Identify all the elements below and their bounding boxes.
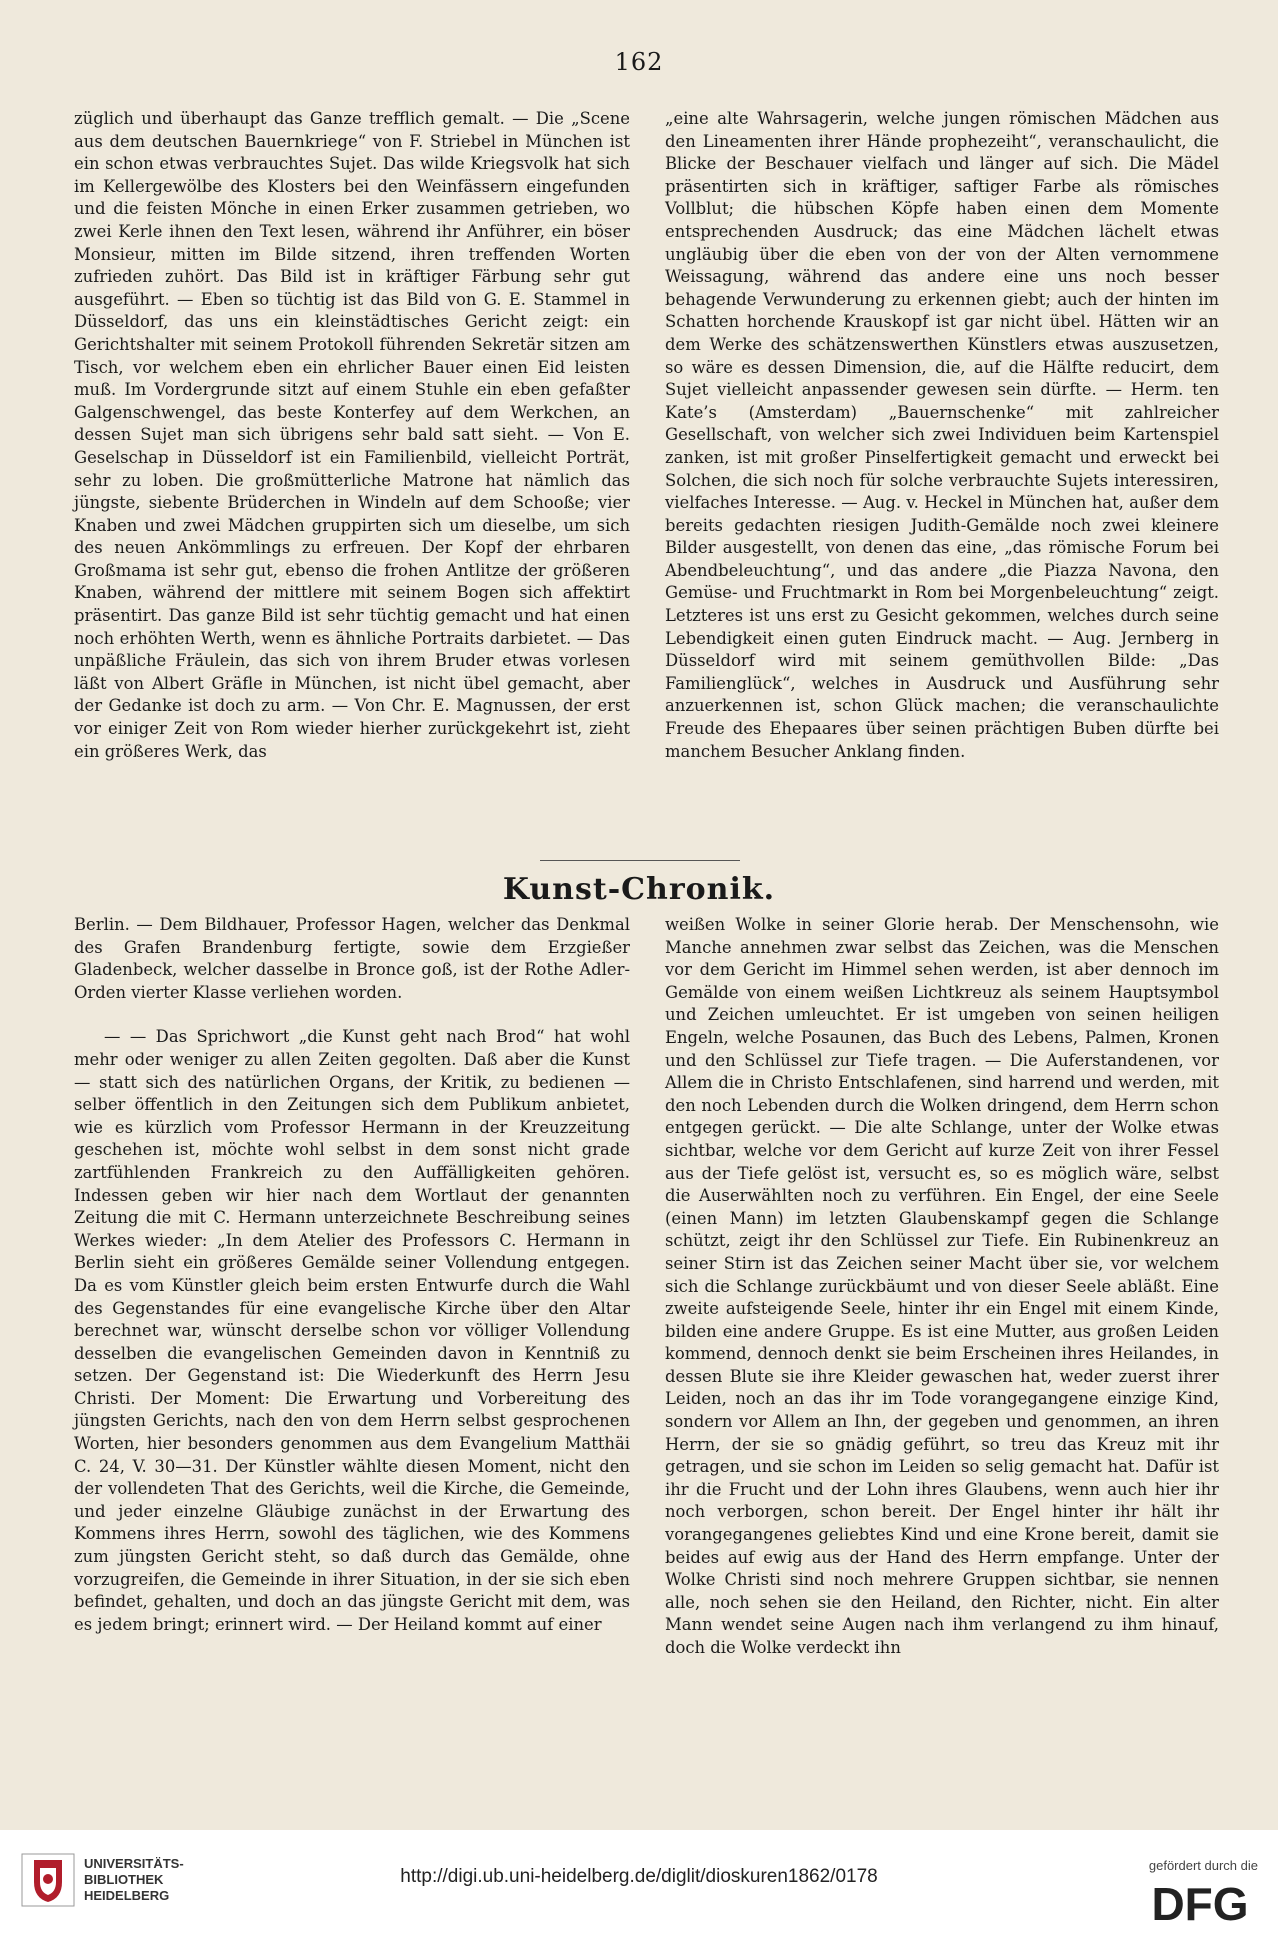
paragraph: — — Das Sprichwort „die Kunst geht nach Brod“ hat wohl mehr oder weniger zu allen Zeiten gegolten. Daß aber die Kunst — statt sich des natürlichen Organs, der Kritik, zu bedienen — selber öffentlich in den Zeitungen sich dem Publikum anbietet, wie es kürzlich vom Professor Hermann in der Kreuzzeitung geschehen ist, möchte wohl selbst in dem sonst nicht grade zartfühlenden Frankreich zu den Auffälligkeiten gehören. Indessen geben wir hier nach dem Wortlaut der genannten Zeitung die mit C. Hermann unterzeichnete Beschreibung seines Werkes wieder: „In dem Atelier des Professors C. Hermann in Berlin sieht ein größeres Gemälde seiner Vollendung entgegen. Da es vom Künstler gleich beim ersten Entwurfe durch die Wahl des Gegenstandes für eine evangelische Kirche über den Altar berechnet war, wünscht derselbe schon vor völliger Vollendung desselben die evangelischen Gemeinden davon in Kenntniß zu setzen. Der Gegenstand ist: Die Wiederkunft des Herrn Jesu Christi. Der Moment: Die Erwartung und Vorbereitung des jüngsten Gerichts, nach den von dem Herrn selbst gesprochenen Worten, hier besonders genommen aus dem Evangelium Matthäi C. 24, V. 30—31. Der Künstler wählte diesen Moment, nicht den der vollendeten That des Gerichts, weil die Kirche, die Gemeinde, und jeder einzelne Gläubige zunächst in der Erwartung des Kommens ihres Herrn, sowohl des täglichen, wie des Kommens zum jüngsten Gericht steht, so daß durch das Gemälde, ohne vorzugreifen, die Gemeinde in ihrer Situation, in der sie sich eben befindet, gehalten, und doch an das jüngste Gericht mit dem, was es jedem bringt; erinnert wird. — Der Heiland kommt auf einer	[74, 1027, 630, 1634]
section-title: Kunst-Chronik.	[502, 872, 776, 907]
paragraph: Berlin. — Dem Bildhauer, Professor Hagen, welcher das Denkmal des Grafen Brandenburg fertigte, sowie dem Erzgießer Gladenbeck, welcher dasselbe in Bronce goß, ist der Rothe Adler-Orden vierter Klasse verliehen worden.	[74, 915, 630, 1002]
dfg-logo-icon	[1140, 1878, 1260, 1926]
paragraph: „eine alte Wahrsagerin, welche jungen römischen Mädchen aus den Lineamenten ihrer Hände prophezeiht“, veranschaulicht, die Blicke der Beschauer vielfach und länger auf sich. Die Mädel präsentirten sich in kräftiger, saftiger Farbe als römisches Vollblut; die hübschen Köpfe haben einen dem Momente entsprechenden Ausdruck; das eine Mädchen lächelt etwas ungläubig über die eben von der von der Alten vernommene Weissagung, während das andere eine uns noch besser behagende Verwunderung zu erkennen giebt; auch der hinten im Schatten horchende Krauskopf ist gar nicht übel. Hätten wir an dem Werke des schätzenswerthen Künstlers etwas auszusetzen, so wäre es dessen Dimension, die, auf die Hälfte reducirt, dem Sujet vielleicht anpassender gewesen sein dürfte. — Herm. ten Kate’s (Amsterdam) „Bauernschenke“ mit zahlreicher Gesellschaft, von welcher sich zwei Individuen beim Kartenspiel zanken, ist mit großer Pinselfertigkeit gemacht und erweckt bei Solchen, die sich noch für solche verbrauchte Sujets interessiren, vielfaches Interesse. — Aug. v. Heckel in München hat, außer dem bereits gedachten riesigen Judith-Gemälde noch zwei kleinere Bilder ausgestellt, von denen das eine, „das römische Forum bei Abendbeleuchtung“, und das andere „die Piazza Navona, den Gemüse- und Fruchtmarkt in Rom bei Morgenbeleuchtung“ zeigt. Letzteres ist uns erst zu Gesicht gekommen, welches durch seine Lebendigkeit einen guten Eindruck macht. — Aug. Jernberg in Düsseldorf wird mit seinem gemüthvollen Bilde: „Das Familienglück“, welches in Ausdruck und Ausführung sehr anzuerkennen ist, schon Glück machen; die veranschaulichte Freude des Ehepaares über seinen prächtigen Buben dürfte bei manchem Besucher Anklang finden.	[665, 109, 1219, 761]
source-url-link[interactable]: http://digi.ub.uni-heidelberg.de/diglit/dioskuren1862/0178	[400, 1866, 878, 1887]
svg-text:DFG: DFG	[1151, 1878, 1249, 1926]
paragraph: weißen Wolke in seiner Glorie herab. Der Menschensohn, wie Manche annehmen zwar selbst das Zeichen, was die Menschen vor dem Gericht im Himmel sehen werden, ist aber dennoch im Gemälde von einem weißen Lichtkreuz als seinem Hauptsymbol und Zeichen umleuchtet. Er ist umgeben von seinen heiligen Engeln, welche Posaunen, das Buch des Lebens, Palmen, Kronen und den Schlüssel zur Tiefe tragen. — Die Auferstandenen, vor Allem die in Christo Entschlafenen, sind harrend und werden, mit den noch Lebenden durch die Wolken dringend, dem Herrn schon entgegen gerückt. — Die alte Schlange, unter der Wolke etwas sichtbar, welche vor dem Gericht auf kurze Zeit von ihrer Fessel aus der Tiefe gelöst ist, versucht es, so es möglich wäre, selbst die Auserwählten noch zu verführen. Ein Engel, der eine Seele (einen Mann) im letzten Glaubenskampf gegen die Schlange schützt, zeigt ihr den Schlüssel zur Tiefe. Ein Rubinenkreuz an seiner Stirn ist das Zeichen seiner Macht über sie, vor welchem sich die Schlange zurückbäumt und von dieser Seele abläßt. Eine zweite aufsteigende Seele, hinter ihr ein Engel mit einem Kinde, bilden eine andere Gruppe. Es ist eine Mutter, aus großen Leiden kommend, dennoch denkt sie beim Erscheinen ihres Heilandes, in dessen Blute sie ihre Kleider gewaschen hat, weder zuerst ihrer Leiden, noch an das ihr im Tode vorangegangene einzige Kind, sondern vor Allem an Ihn, der gegeben und genommen, an ihren Herrn, der sie so gnädig geführt, so treu das Kreuz mit ihr getragen, und sie schon im Leiden so selig gemacht hat. Dafür ist ihr die Frucht und der Lohn ihres Glaubens, wenn auch hier ihr noch verborgen, schon bereit. Der Engel hinter ihr hält ihr vorangegangenes geliebtes Kind und eine Krone bereit, damit sie beides auf ewig aus der Hand des Herrn empfange. Unter der Wolke Christi sind noch mehrere Gruppen sichtbar, sie nennen alle, noch sehen sie den Heiland, den Richter, nicht. Ein alter Mann wendet seine Augen nach ihm verlangend zu ihm hinauf, doch die Wolke verdeckt ihn	[665, 915, 1219, 1657]
paragraph: züglich und überhaupt das Ganze trefflich gemalt. — Die „Scene aus dem deutschen Bauernkriege“ von F. Striebel in München ist ein schon etwas verbrauchtes Sujet. Das wilde Kriegsvolk hat sich im Kellergewölbe des Klosters bei den Weinfässern eingefunden und die feisten Mönche in einen Erker zusammen getrieben, wo zwei Kerle ihnen den Text lesen, während ihr Anführer, ein böser Monsieur, mitten im Bilde sitzend, ihren treffenden Worten zufrieden zuhört. Das Bild ist in kräftiger Färbung sehr gut ausgeführt. — Eben so tüchtig ist das Bild von G. E. Stammel in Düsseldorf, das uns ein kleinstädtisches Gericht zeigt: ein Gerichtshalter mit seinem Protokoll führenden Sekretär sitzen am Tisch, vor welchem eben ein ehrlicher Bauer einen Eid leisten muß. Im Vordergrunde sitzt auf einem Stuhle ein eben gefaßter Galgenschwengel, das beste Konterfey auf dem Werkchen, an dessen Sujet man sich übrigens sehr bald satt sieht. — Von E. Geselschap in Düsseldorf ist ein Familienbild, vielleicht Porträt, sehr zu loben. Die großmütterliche Matrone hat nämlich das jüngste, siebente Brüderchen in Windeln auf dem Schooße; vier Knaben und zwei Mädchen gruppirten sich um dieselbe, um sich des neuen Ankömmlings zu erfreuen. Der Kopf der ehrbaren Großmama ist sehr gut, ebenso die frohen Antlitze der größeren Knaben, während der mittlere mit seinem Bogen sich affektirt präsentirt. Das ganze Bild ist sehr tüchtig gemacht und hat einen noch erhöhten Werth, wenn es ähnliche Portraits darbietet. — Das unpäßliche Fräulein, das sich von ihrem Bruder etwas vorlesen läßt von Albert Gräfle in München, ist nicht übel gemacht, aber der Gedanke ist doch zu arm. — Von Chr. E. Magnussen, der erst vor einiger Zeit von Rom wieder hierher zurückgekehrt ist, zieht ein größeres Werk, das	[74, 109, 630, 761]
library-name: UNIVERSITÄTS- BIBLIOTHEK HEIDELBERG	[84, 1856, 184, 1903]
page-number: 162	[614, 48, 664, 76]
section-divider	[540, 860, 740, 861]
column-top-right	[665, 108, 1219, 763]
column-bottom-right	[665, 914, 1219, 1660]
funding-label: gefördert durch die	[1148, 1858, 1258, 1873]
column-bottom-left	[74, 914, 630, 1636]
column-top-left	[74, 108, 630, 763]
